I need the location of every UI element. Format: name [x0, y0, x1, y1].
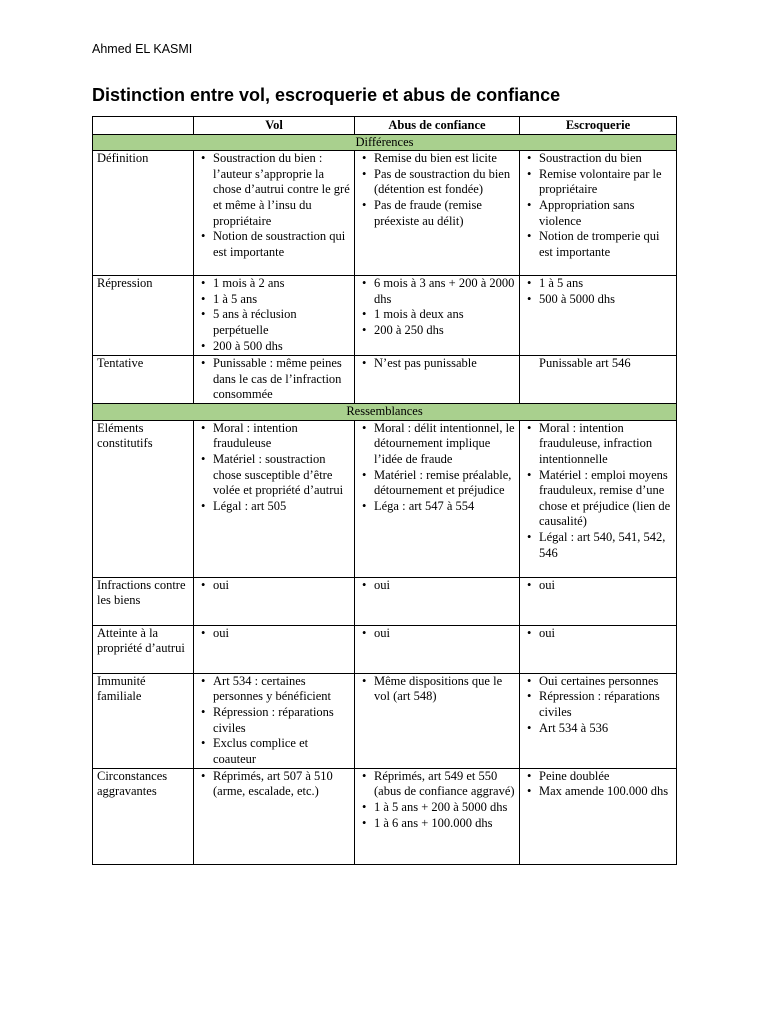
comparison-table: [92, 116, 677, 865]
list-item: • Moral : délit intentionnel, le détournement implique l’idée de fraude: [359, 421, 515, 468]
cell-vol-atteinte: [194, 625, 355, 673]
list-item: • Léga : art 547 à 554: [359, 499, 515, 515]
list-item: • Appropriation sans violence: [524, 198, 672, 229]
list-item: • Légal : art 505: [198, 499, 350, 515]
list-item: • 200 à 500 dhs: [198, 339, 350, 355]
row-label-definition: Définition: [93, 151, 194, 276]
list-item: • Art 534 : certaines personnes y bénéficient: [198, 674, 350, 705]
cell-escroquerie-immunite: [520, 673, 677, 768]
list-item: • Peine doublée: [524, 769, 672, 785]
list-item: • 1 à 6 ans + 100.000 dhs: [359, 816, 515, 832]
cell-abus-circonstances: [355, 768, 520, 864]
header-row: [93, 117, 677, 135]
row-label-immunite: Immunité familiale: [93, 673, 194, 768]
list-item: • oui: [198, 626, 350, 642]
list-item: • 1 à 5 ans: [524, 276, 672, 292]
list-item: • N’est pas punissable: [359, 356, 515, 372]
list-item: • Art 534 à 536: [524, 721, 672, 737]
cell-abus-repression: [355, 276, 520, 356]
list-item: • oui: [524, 578, 672, 594]
cell-abus-definition: [355, 151, 520, 276]
cell-escroquerie-definition: [520, 151, 677, 276]
list-item: • 1 à 5 ans + 200 à 5000 dhs: [359, 800, 515, 816]
list-item: • Répression : réparations civiles: [198, 705, 350, 736]
list-item: • Notion de tromperie qui est importante: [524, 229, 672, 260]
list-item: • 200 à 250 dhs: [359, 323, 515, 339]
table-row-repression: [93, 276, 677, 356]
table-row-immunite: [93, 673, 677, 768]
list-item: • oui: [524, 626, 672, 642]
list-item: • Réprimés, art 549 et 550 (abus de confiance aggravé): [359, 769, 515, 800]
author-name: Ahmed EL KASMI: [92, 42, 193, 56]
cell-escroquerie-atteinte: [520, 625, 677, 673]
list-item: • Pas de fraude (remise préexiste au délit): [359, 198, 515, 229]
cell-escroquerie-tentative: [520, 356, 677, 404]
table-row-circonstances: [93, 768, 677, 864]
list-item: • Matériel : soustraction chose susceptible d’être volée et propriété d’autrui: [198, 452, 350, 499]
cell-vol-tentative: [194, 356, 355, 404]
cell-escroquerie-elements: [520, 420, 677, 577]
list-item: • 500 à 5000 dhs: [524, 292, 672, 308]
list-item: • 1 à 5 ans: [198, 292, 350, 308]
section-row-ressemblances: [93, 404, 677, 421]
cell-vol-infractions: [194, 577, 355, 625]
table-row-infractions: [93, 577, 677, 625]
list-item: • Max amende 100.000 dhs: [524, 784, 672, 800]
list-item: • Réprimés, art 507 à 510 (arme, escalade, etc.): [198, 769, 350, 800]
cell-escroquerie-repression: [520, 276, 677, 356]
cell-vol-elements: [194, 420, 355, 577]
page-title: Distinction entre vol, escroquerie et abus de confiance: [92, 85, 561, 105]
list-item: • Exclus complice et coauteur: [198, 736, 350, 767]
table-row-definition: [93, 151, 677, 276]
list-item: • Matériel : emploi moyens frauduleux, remise d’une chose et préjudice (lien de causalité): [524, 468, 672, 530]
header-empty-cell: [93, 117, 194, 135]
list-item: • 1 mois à 2 ans: [198, 276, 350, 292]
list-item: • Moral : intention frauduleuse, infraction intentionnelle: [524, 421, 672, 468]
list-item: • 1 mois à deux ans: [359, 307, 515, 323]
cell-abus-atteinte: [355, 625, 520, 673]
list-item: • Répression : réparations civiles: [524, 689, 672, 720]
list-item: • Matériel : remise préalable, détournement et préjudice: [359, 468, 515, 499]
cell-abus-immunite: [355, 673, 520, 768]
row-label-infractions: Infractions contre les biens: [93, 577, 194, 625]
list-item: • Moral : intention frauduleuse: [198, 421, 350, 452]
list-item: • Soustraction du bien: [524, 151, 672, 167]
cell-vol-circonstances: [194, 768, 355, 864]
table-row-tentative: [93, 356, 677, 404]
section-label-ressemblances: Ressemblances: [93, 404, 677, 421]
cell-escroquerie-infractions: [520, 577, 677, 625]
header-abus-de-confiance: Abus de confiance: [355, 117, 520, 135]
cell-abus-infractions: [355, 577, 520, 625]
row-label-atteinte: Atteinte à la propriété d’autrui: [93, 625, 194, 673]
list-item: • Remise volontaire par le propriétaire: [524, 167, 672, 198]
section-row-differences: [93, 134, 677, 151]
header-vol: Vol: [194, 117, 355, 135]
row-label-circonstances: Circonstances aggravantes: [93, 768, 194, 864]
cell-abus-elements: [355, 420, 520, 577]
list-item: • 5 ans à réclusion perpétuelle: [198, 307, 350, 338]
list-item: • oui: [359, 578, 515, 594]
table-row-atteinte: [93, 625, 677, 673]
list-item: • Soustraction du bien : l’auteur s’approprie la chose d’autrui contre le gré et même à l’insu du propriétaire: [198, 151, 350, 229]
list-item: • Pas de soustraction du bien (détention est fondée): [359, 167, 515, 198]
cell-vol-repression: [194, 276, 355, 356]
cell-text: Punissable art 546: [539, 356, 631, 371]
row-label-elements-constitutifs: Eléments constitutifs: [93, 420, 194, 577]
cell-vol-definition: [194, 151, 355, 276]
cell-abus-tentative: [355, 356, 520, 404]
list-item: • Punissable : même peines dans le cas de l’infraction consommée: [198, 356, 350, 403]
row-label-tentative: Tentative: [93, 356, 194, 404]
cell-vol-immunite: [194, 673, 355, 768]
list-item: • oui: [198, 578, 350, 594]
list-item: • 6 mois à 3 ans + 200 à 2000 dhs: [359, 276, 515, 307]
table-row-elements-constitutifs: [93, 420, 677, 577]
list-item: • Remise du bien est licite: [359, 151, 515, 167]
list-item: • Même dispositions que le vol (art 548): [359, 674, 515, 705]
list-item: • Oui certaines personnes: [524, 674, 672, 690]
list-item: • Légal : art 540, 541, 542, 546: [524, 530, 672, 561]
section-label-differences: Différences: [93, 134, 677, 151]
list-item: • oui: [359, 626, 515, 642]
row-label-repression: Répression: [93, 276, 194, 356]
cell-escroquerie-circonstances: [520, 768, 677, 864]
list-item: • Notion de soustraction qui est importante: [198, 229, 350, 260]
header-escroquerie: Escroquerie: [520, 117, 677, 135]
